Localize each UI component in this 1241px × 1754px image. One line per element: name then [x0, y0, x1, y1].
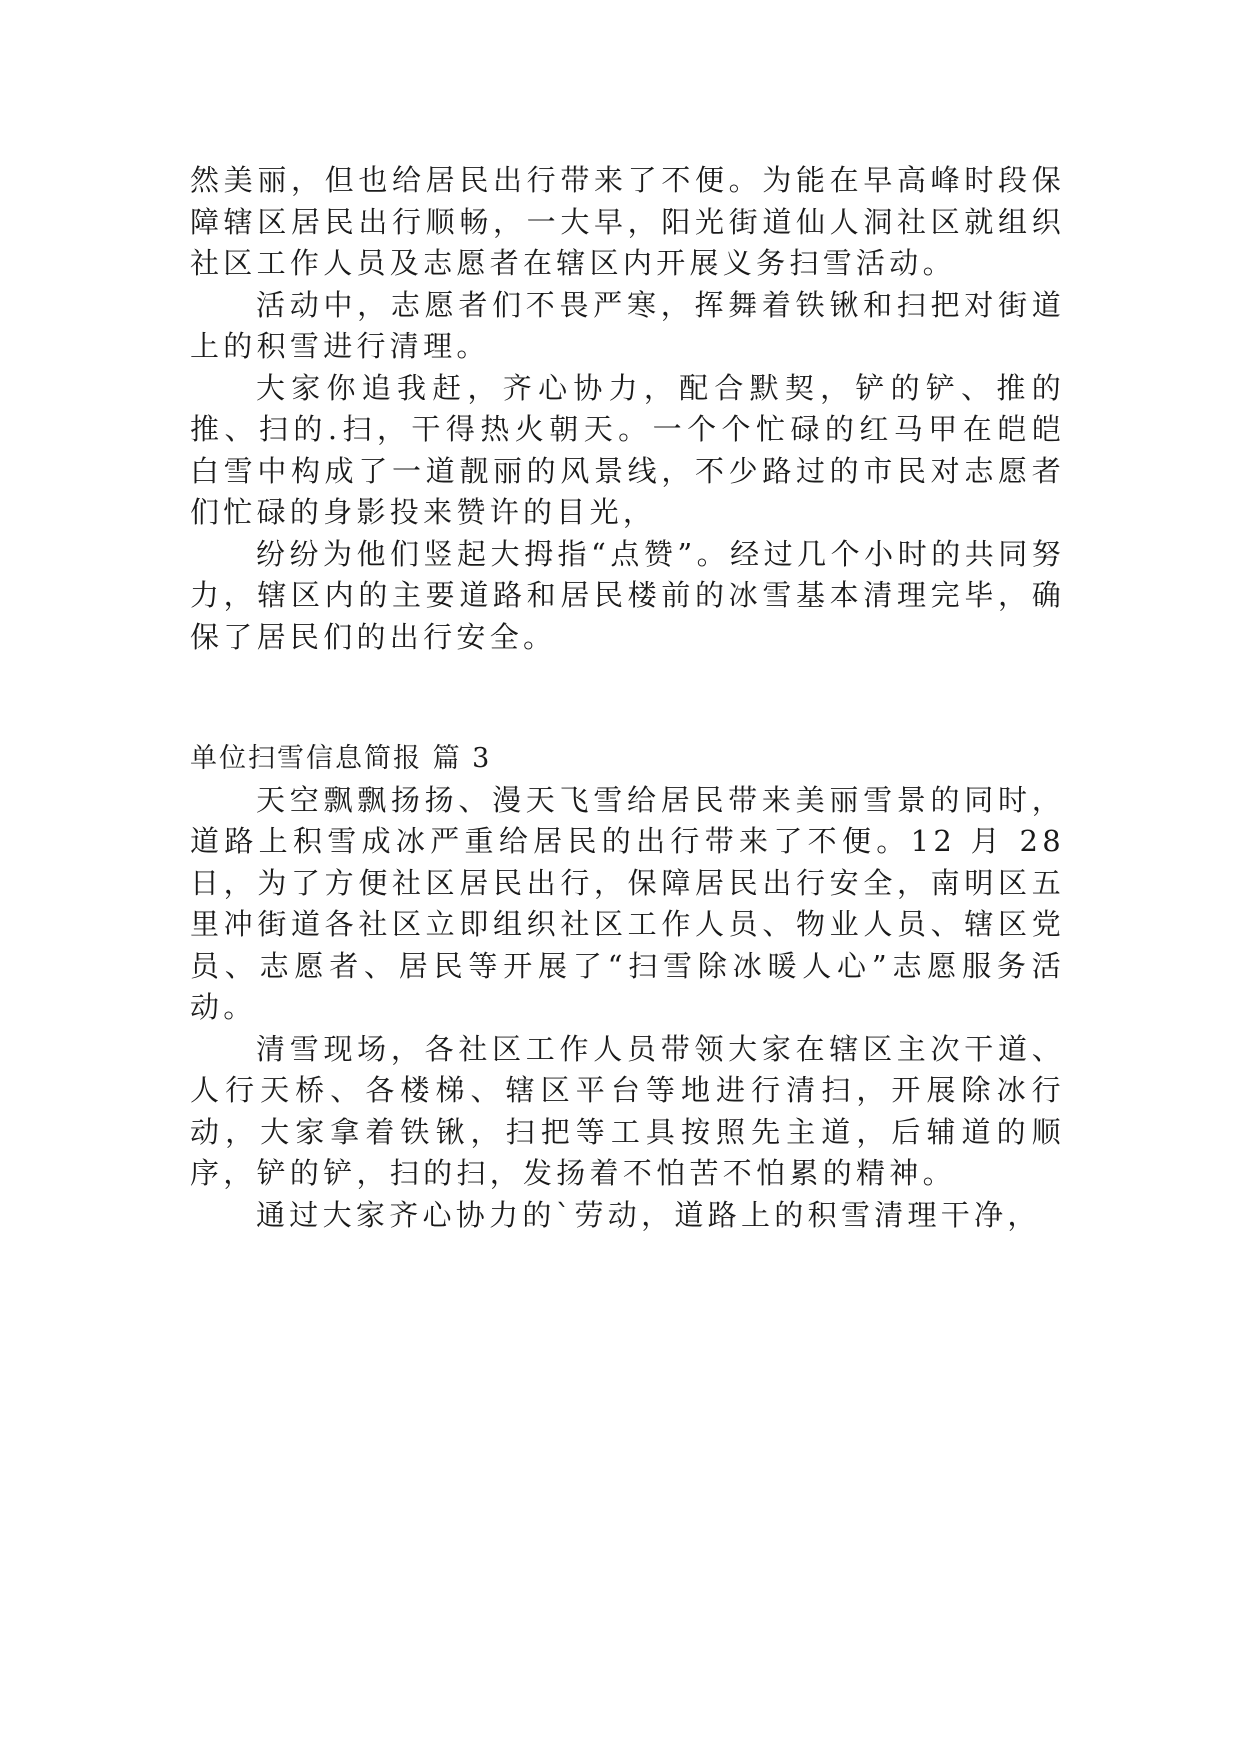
paragraph-result: 纷纷为他们竖起大拇指“点赞”。经过几个小时的共同努力，辖区内的主要道路和居民楼前的冰雪基本清理完毕，确保了居民们的出行安全。 — [190, 536, 1065, 654]
paragraph-outcome: 通过大家齐心协力的`劳动，道路上的积雪清理干净， — [256, 1197, 1041, 1232]
paragraph-scene: 清雪现场，各社区工作人员带领大家在辖区主次干道、人行天桥、各楼梯、辖区平台等地进行清扫，开展除冰行动，大家拿着铁锹，扫把等工具按照先主道，后辅道的顺序，铲的铲，扫的扫，发扬着不怕苦不怕累的精神。 — [190, 1031, 1065, 1190]
paragraph-continuation: 然美丽，但也给居民出行带来了不便。为能在早高峰时段保障辖区居民出行顺畅，一大早，阳光街道仙人洞社区就组织社区工作人员及志愿者在辖区内开展义务扫雪活动。 — [190, 163, 1065, 280]
section-heading: 单位扫雪信息简报 篇 3 — [190, 743, 492, 774]
paragraph-teamwork: 大家你追我赶，齐心协力，配合默契，铲的铲、推的推、扫的.扫，干得热火朝天。一个个忙碌的红马甲在皑皑白雪中构成了一道靓丽的风景线，不少路过的市民对志愿者们忙碌的身影投来赞许的目光， — [190, 370, 1065, 529]
paragraph-intro: 天空飘飘扬扬、漫天飞雪给居民带来美丽雪景的同时，道路上积雪成冰严重给居民的出行带来了不便。12 月 28 日，为了方便社区居民出行，保障居民出行安全，南明区五里冲街道各社区立即组织社区工作人员、物业人员、辖区党员、志愿者、居民等开展了“扫雪除冰暖人心”志愿服务活动。 — [190, 782, 1065, 1024]
paragraph-activity: 活动中，志愿者们不畏严寒，挥舞着铁锹和扫把对街道上的积雪进行清理。 — [190, 287, 1065, 363]
document-page — [190, 160, 1065, 1236]
section-gap — [190, 658, 1065, 738]
